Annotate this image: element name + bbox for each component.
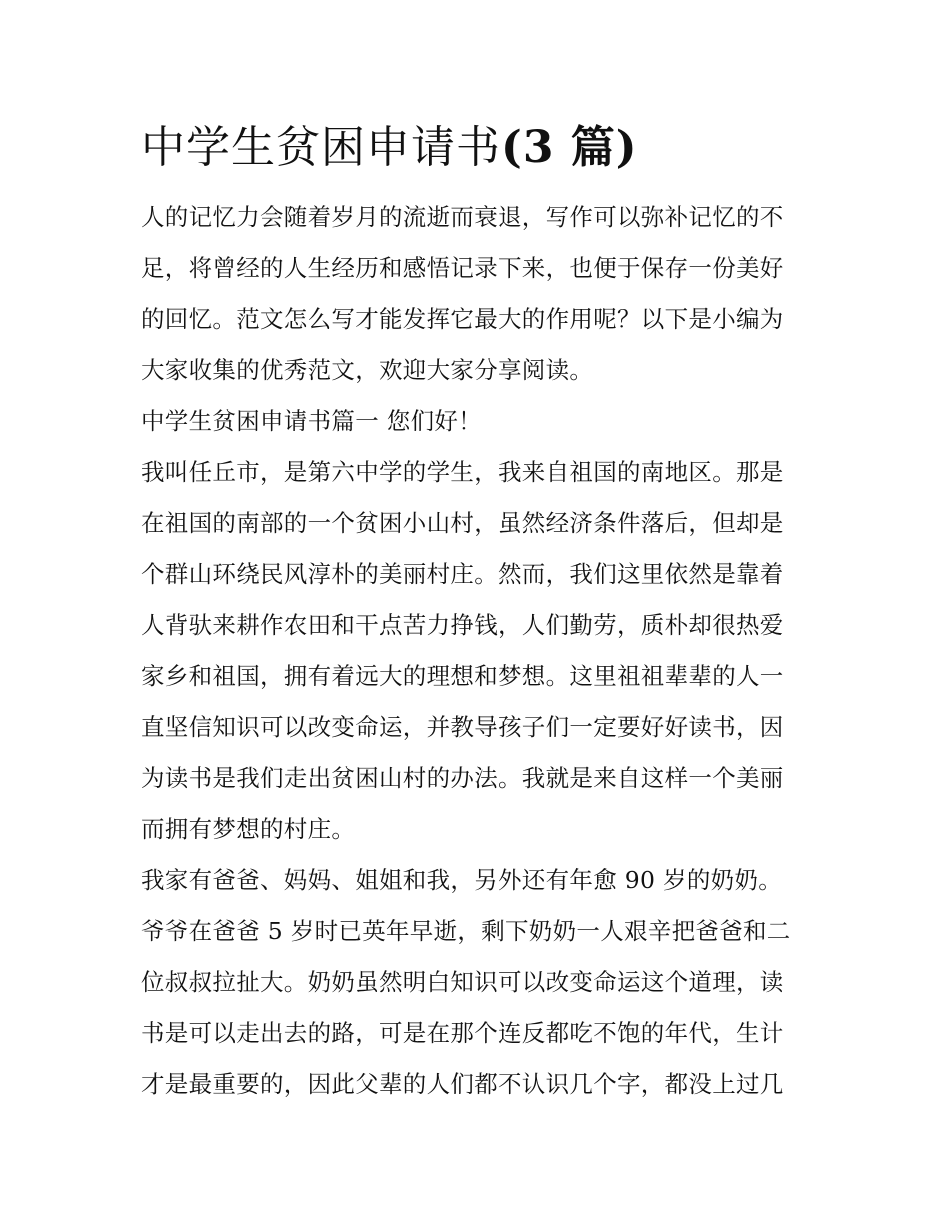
text-line: 而拥有梦想的村庄。 <box>141 815 356 843</box>
text-line: 在祖国的南部的一个贫困小山村，虽然经济条件落后，但却是 <box>141 509 784 537</box>
text-line: 爷爷在爸爸 5 岁时已英年早逝，剩下奶奶一人艰辛把爸爸和二 <box>141 917 791 945</box>
text-line: 足，将曾经的人生经历和感悟记录下来，也便于保存一份美好 <box>141 254 784 282</box>
text-line: 个群山环绕民风淳朴的美丽村庄。然而，我们这里依然是靠着 <box>141 560 784 588</box>
text-line: 直坚信知识可以改变命运，并教导孩子们一定要好好读书，因 <box>141 713 784 741</box>
document-content <box>141 112 813 1110</box>
text-line: 我叫任丘市，是第六中学的学生，我来自祖国的南地区。那是 <box>141 458 784 486</box>
title-main: 中学生贫困申请书 <box>141 122 501 173</box>
text-line: 书是可以走出去的路，可是在那个连反都吃不饱的年代，生计 <box>141 1019 784 1047</box>
text-line: 人背驮来耕作农田和干点苦力挣钱，人们勤劳，质朴却很热爱 <box>141 611 784 639</box>
text-line: 位叔叔拉扯大。奶奶虽然明白知识可以改变命运这个道理，读 <box>141 968 784 996</box>
text-line: 才是最重要的，因此父辈的人们都不认识几个字，都没上过几 <box>141 1070 784 1098</box>
text-line: 我家有爸爸、妈妈、姐姐和我，另外还有年愈 90 岁的奶奶。 <box>141 866 783 894</box>
text-line: 为读书是我们走出贫困山村的办法。我就是来自这样一个美丽 <box>141 764 784 792</box>
text-line: 家乡和祖国，拥有着远大的理想和梦想。这里祖祖辈辈的人一 <box>141 662 784 690</box>
text-line: 人的记忆力会随着岁月的流逝而衰退，写作可以弥补记忆的不 <box>141 203 784 231</box>
document-title <box>141 112 813 184</box>
section-heading-line: 中学生贫困申请书篇一 您们好！ <box>141 407 482 435</box>
title-suffix: (3 篇) <box>501 122 638 173</box>
text-line: 大家收集的优秀范文，欢迎大家分享阅读。 <box>141 356 594 384</box>
text-line: 的回忆。范文怎么写才能发挥它最大的作用呢？以下是小编为 <box>141 305 784 333</box>
